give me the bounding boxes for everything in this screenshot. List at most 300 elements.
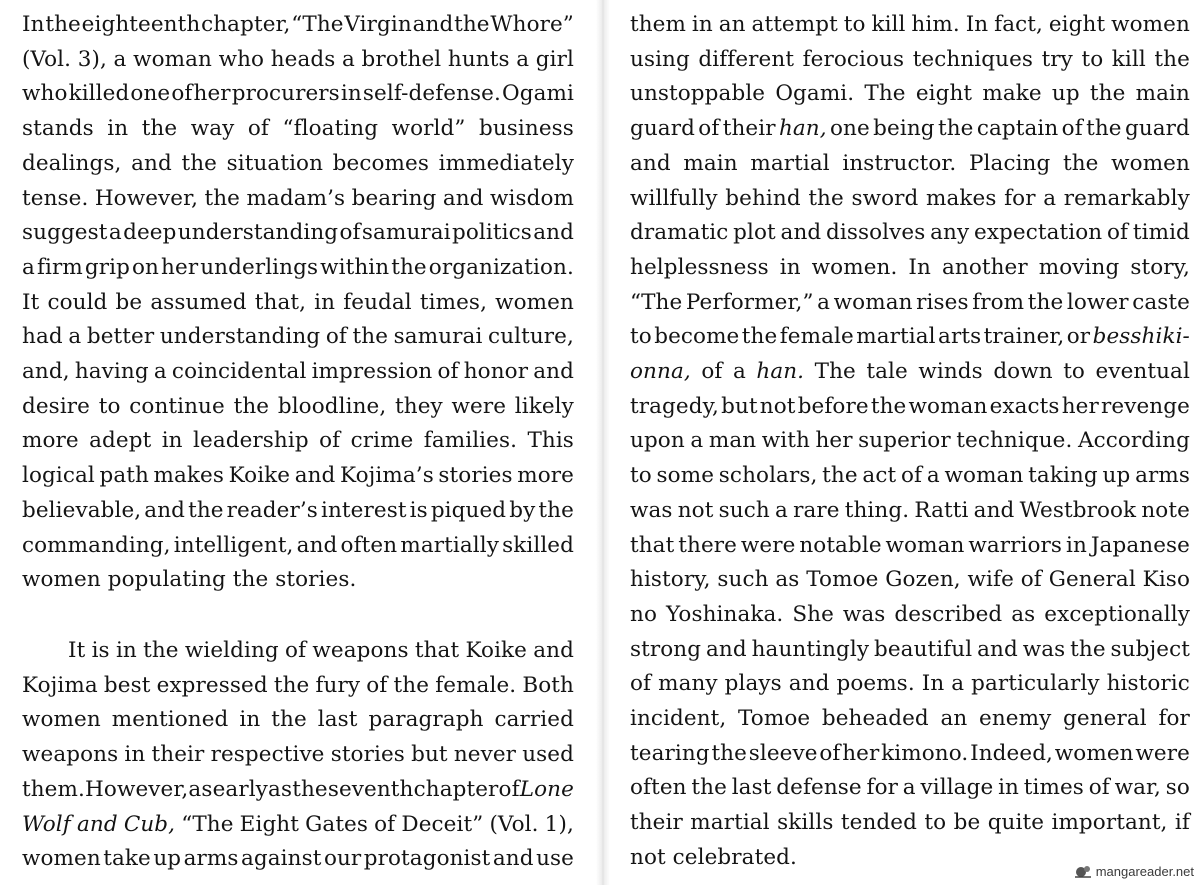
word: adept — [89, 428, 152, 454]
word: but — [411, 742, 448, 768]
word: wife — [967, 567, 1014, 593]
text-line — [22, 14, 574, 36]
word: up — [1102, 463, 1131, 489]
word: be — [953, 810, 981, 836]
word: Indeed, — [970, 740, 1053, 766]
word: trainer, — [983, 324, 1065, 350]
word: General — [1048, 567, 1136, 593]
word: by — [509, 497, 536, 523]
word: continue — [129, 393, 225, 419]
word: within — [320, 254, 390, 280]
word: This — [527, 428, 574, 454]
word: in — [998, 775, 1019, 801]
word: grip — [84, 254, 130, 280]
word: who — [218, 46, 265, 72]
word: more — [517, 463, 574, 489]
text-line — [630, 708, 1190, 730]
word: Gozen, — [885, 567, 961, 593]
word: According — [1077, 428, 1190, 454]
word: if — [1174, 810, 1190, 836]
word: Yoshinaka. — [665, 601, 784, 627]
word: desire — [22, 393, 90, 419]
word: Koike — [228, 463, 291, 489]
word: were — [740, 532, 796, 558]
word: try — [1041, 46, 1073, 72]
word: in — [161, 428, 183, 454]
word: and — [296, 532, 338, 558]
word: weapons — [312, 638, 409, 663]
word: and — [788, 671, 830, 697]
text-line — [22, 118, 574, 140]
word: the — [1070, 636, 1106, 662]
word: the — [1089, 81, 1126, 107]
word: winds — [918, 359, 983, 384]
word: never — [453, 742, 517, 768]
word: killed — [68, 81, 130, 107]
word: hunts — [447, 46, 510, 72]
word: to — [1063, 359, 1085, 384]
word: against — [240, 846, 322, 872]
word: on — [132, 254, 160, 280]
word: besshiki- — [1092, 324, 1190, 350]
word: kill — [1111, 46, 1146, 72]
word: more — [22, 428, 79, 454]
word: our — [323, 846, 362, 872]
word: that, — [254, 289, 307, 315]
word: Kojima’s — [339, 463, 434, 489]
text-line — [22, 848, 574, 870]
word: Ogami — [502, 81, 574, 107]
word: tragedy, — [630, 393, 719, 419]
word: in — [115, 638, 137, 663]
word: act — [862, 463, 897, 489]
word: war, — [1114, 775, 1161, 801]
word: piqued — [430, 497, 507, 523]
text-line — [22, 185, 574, 211]
word: beheaded — [821, 706, 929, 731]
word: organization. — [428, 254, 574, 280]
word: quite — [987, 810, 1045, 836]
text-line — [630, 740, 1190, 766]
word: her — [842, 740, 880, 766]
word: or — [1066, 324, 1091, 350]
word: particularly — [971, 671, 1100, 697]
word: woman — [133, 46, 212, 72]
text-line — [22, 46, 574, 72]
word: a — [516, 46, 530, 72]
word: man — [708, 428, 757, 454]
word: Tomoe — [738, 706, 811, 731]
word: The — [864, 81, 906, 107]
word: sleeve — [748, 740, 818, 766]
word: martially — [400, 532, 499, 558]
text-line — [22, 326, 574, 348]
text-line — [630, 118, 1190, 140]
word: of — [247, 116, 269, 142]
word: Both — [522, 672, 574, 698]
word: last — [731, 775, 772, 801]
word: fury — [315, 672, 361, 698]
word: the — [870, 393, 907, 419]
word: is — [409, 497, 428, 523]
word: the — [1086, 116, 1122, 142]
text-line — [630, 844, 797, 870]
word: Ratti — [914, 497, 969, 523]
word: situation — [226, 150, 324, 176]
text-line — [630, 185, 1190, 211]
word: caste — [1132, 289, 1190, 315]
word: a — [951, 671, 965, 697]
watermark-text: mangareader.net — [1095, 863, 1194, 879]
word: rare — [793, 497, 840, 523]
word: in — [107, 116, 129, 142]
word: for — [866, 775, 899, 801]
word: dissolves — [826, 220, 926, 246]
word: of — [319, 428, 341, 454]
word: woman — [908, 393, 988, 419]
word: notable — [799, 532, 882, 558]
word: sword — [851, 185, 919, 211]
word: and — [412, 12, 454, 37]
word: a — [1043, 185, 1057, 211]
word: their — [630, 810, 683, 836]
word: protagonist — [363, 846, 491, 872]
word: being — [873, 116, 935, 142]
text-line — [22, 289, 574, 315]
word: Japanese — [1090, 532, 1190, 558]
word: and — [533, 638, 574, 663]
word: firm — [36, 254, 83, 280]
word: often — [630, 775, 687, 801]
word: of — [285, 638, 307, 663]
word: Placing — [968, 150, 1051, 176]
word: defense — [776, 775, 862, 801]
word: women — [22, 707, 101, 733]
word: a — [113, 46, 127, 72]
text-line — [22, 497, 574, 523]
word: stories — [438, 463, 513, 489]
word: such — [717, 567, 769, 593]
word: Ogami. — [775, 81, 855, 107]
word: dramatic — [630, 220, 729, 246]
word: crime — [350, 428, 414, 454]
word: a — [817, 289, 831, 315]
word: note — [1141, 497, 1190, 523]
word: makes — [926, 185, 997, 211]
word: Performer,” — [685, 289, 814, 315]
word: having — [74, 359, 149, 384]
word: instructor. — [842, 150, 957, 176]
word: of — [498, 776, 520, 802]
word: the — [271, 707, 307, 733]
word: timid — [1132, 220, 1190, 246]
word: kill — [871, 12, 906, 37]
word: not — [759, 393, 796, 419]
word: It — [22, 289, 40, 315]
word: early — [212, 776, 268, 802]
word: women — [1111, 150, 1190, 176]
word: arms — [183, 846, 239, 872]
text-line — [22, 254, 574, 280]
word: be — [115, 289, 143, 315]
word: onna, — [630, 359, 691, 384]
word: bloodline, — [277, 393, 387, 419]
word: women populating the stories. — [22, 567, 357, 593]
word: with — [761, 428, 810, 454]
word: female. — [435, 672, 517, 698]
word: a — [902, 775, 916, 801]
word: business — [478, 116, 574, 142]
word: had — [22, 324, 63, 350]
word: the — [273, 672, 310, 698]
word: the — [292, 776, 328, 802]
word: not — [677, 497, 714, 523]
word: of — [1107, 220, 1129, 246]
word: girl — [535, 46, 574, 72]
word: eventual — [1095, 359, 1190, 384]
word: from — [972, 289, 1025, 315]
word: In — [908, 254, 931, 280]
word: han, — [778, 116, 827, 142]
word: immediately — [438, 150, 574, 176]
word: and — [144, 497, 186, 523]
word: Virgin — [344, 12, 412, 37]
text-line — [630, 254, 1190, 280]
word: up — [1051, 81, 1080, 107]
word: 3), — [77, 46, 107, 72]
word: often — [340, 532, 398, 558]
word: understanding — [177, 220, 339, 246]
word: techniques — [912, 46, 1034, 72]
word: described — [894, 601, 1003, 627]
word: and — [780, 220, 822, 246]
word: of — [819, 740, 841, 766]
word: However, — [94, 185, 199, 211]
word: and — [705, 636, 747, 662]
word: a — [926, 463, 940, 489]
word: politics — [452, 220, 532, 246]
text-line — [22, 532, 574, 558]
word: times, — [419, 289, 488, 315]
word: skilled — [502, 532, 574, 558]
text-line — [630, 14, 1190, 36]
word: who — [22, 81, 68, 107]
word: the — [188, 497, 224, 523]
word: Westbrook — [1019, 497, 1137, 523]
word: Eight — [239, 811, 299, 837]
word: It — [68, 638, 86, 663]
word: bearing — [351, 185, 437, 211]
word: an — [718, 12, 746, 37]
word: some — [656, 463, 715, 489]
word: the — [204, 185, 241, 211]
word: weapons — [22, 742, 119, 768]
word: Koike — [465, 638, 527, 663]
word: hauntingly — [751, 636, 870, 662]
word: could — [47, 289, 108, 315]
word: brothel — [361, 46, 442, 72]
word: the — [1154, 46, 1190, 72]
word: unstoppable — [630, 81, 766, 107]
word: that — [414, 638, 460, 663]
word: strong — [630, 636, 702, 662]
word: fact, — [994, 12, 1043, 37]
word: (Vol. — [489, 811, 539, 837]
word: and — [442, 185, 484, 211]
word: a — [341, 46, 355, 72]
word: to — [924, 810, 947, 836]
word: historic — [1106, 671, 1190, 697]
word: eighteenth — [81, 12, 201, 37]
word: wisdom — [489, 185, 574, 211]
word: tense. — [22, 185, 89, 211]
word: a — [732, 359, 746, 384]
word: of — [437, 359, 459, 384]
word: a — [68, 324, 82, 350]
word: expectation — [974, 220, 1103, 246]
word: last — [317, 707, 358, 733]
word: upon — [630, 428, 685, 454]
word: of — [900, 463, 923, 489]
word: enemy — [979, 706, 1052, 731]
word: guard — [1124, 116, 1190, 142]
word: stands — [22, 116, 94, 142]
word: commanding, — [22, 532, 171, 558]
word: them — [630, 12, 686, 37]
word: deep — [123, 220, 177, 246]
word: in — [340, 81, 362, 107]
word: of — [325, 324, 347, 350]
word: him. — [911, 12, 960, 37]
word: to — [1081, 46, 1104, 72]
word: guard — [630, 116, 695, 142]
word: seventh — [327, 776, 414, 802]
word: the — [143, 638, 179, 663]
word: her — [161, 254, 199, 280]
word: understanding — [159, 324, 321, 350]
word: in — [691, 12, 713, 37]
word: willfully — [630, 185, 718, 211]
word: main — [683, 150, 738, 176]
word: likely — [514, 393, 574, 419]
word: their — [151, 742, 205, 768]
text-line — [630, 222, 1190, 244]
word: kimono. — [881, 740, 969, 766]
word: for — [1004, 185, 1036, 211]
word: as — [188, 776, 213, 802]
word: of — [339, 220, 361, 246]
word: that — [630, 532, 675, 558]
word: up — [153, 846, 182, 872]
word: and — [131, 150, 172, 176]
word: an — [940, 706, 968, 731]
text-line — [630, 569, 1190, 591]
word: in — [1065, 532, 1087, 558]
word: samurai — [393, 324, 483, 350]
word: technique. — [956, 428, 1073, 454]
word: martial — [690, 810, 770, 836]
word: the — [233, 393, 270, 419]
text-line — [22, 83, 574, 105]
word: plot — [733, 220, 776, 246]
word: subject — [1110, 636, 1190, 662]
word: the — [691, 775, 727, 801]
word: using — [630, 46, 690, 72]
word: better — [86, 324, 155, 350]
word: the — [391, 254, 427, 280]
word: down — [993, 359, 1053, 384]
word: becomes — [332, 150, 429, 176]
word: in — [314, 289, 336, 315]
word: samurai — [361, 220, 451, 246]
word: the — [454, 12, 490, 37]
word: the — [352, 324, 389, 350]
word: of — [698, 116, 720, 142]
word: “The — [630, 289, 683, 315]
word: revenge — [1101, 393, 1190, 419]
word: Deceit” — [401, 811, 484, 837]
word: interest — [321, 497, 407, 523]
word: her — [815, 428, 853, 454]
text-line — [22, 361, 574, 383]
text-line — [630, 289, 1190, 315]
page-gutter — [596, 0, 610, 885]
watermark[interactable] — [1073, 863, 1194, 879]
word: one — [130, 81, 171, 107]
word: attempt — [751, 12, 838, 37]
word: 1), — [544, 811, 574, 837]
word: in — [779, 254, 801, 280]
word: “floating — [282, 116, 379, 142]
word: women. — [811, 254, 898, 280]
word: In — [921, 671, 945, 697]
word: used — [522, 742, 574, 768]
word: way — [190, 116, 235, 142]
word: use — [536, 846, 574, 872]
word: the — [711, 740, 747, 766]
word: women — [22, 846, 101, 872]
word: the — [45, 12, 81, 37]
word: and, — [22, 359, 70, 384]
word: beautiful — [873, 636, 973, 662]
word: martial — [856, 324, 936, 350]
word: world” — [391, 116, 466, 142]
word: women — [1054, 740, 1134, 766]
word: the — [741, 324, 778, 350]
text-line — [630, 465, 1190, 487]
word: families. — [423, 428, 518, 454]
text-line — [630, 326, 1190, 348]
word: “The — [291, 12, 344, 37]
word: tended — [840, 810, 917, 836]
word: women — [1111, 12, 1190, 37]
word: culture, — [488, 324, 574, 350]
word: procurers — [231, 81, 340, 107]
word: the — [937, 116, 974, 142]
word: and — [630, 150, 671, 176]
word: main — [1135, 81, 1190, 107]
word: believable, — [22, 497, 142, 523]
word: the — [538, 497, 574, 523]
word: of — [630, 671, 652, 697]
text-line — [22, 569, 356, 591]
word: was — [1022, 636, 1066, 662]
word: moving — [1038, 254, 1120, 280]
word: is — [91, 638, 110, 663]
word: martial — [750, 150, 830, 176]
word: Wolf — [22, 811, 71, 837]
word: eight — [1048, 12, 1106, 37]
